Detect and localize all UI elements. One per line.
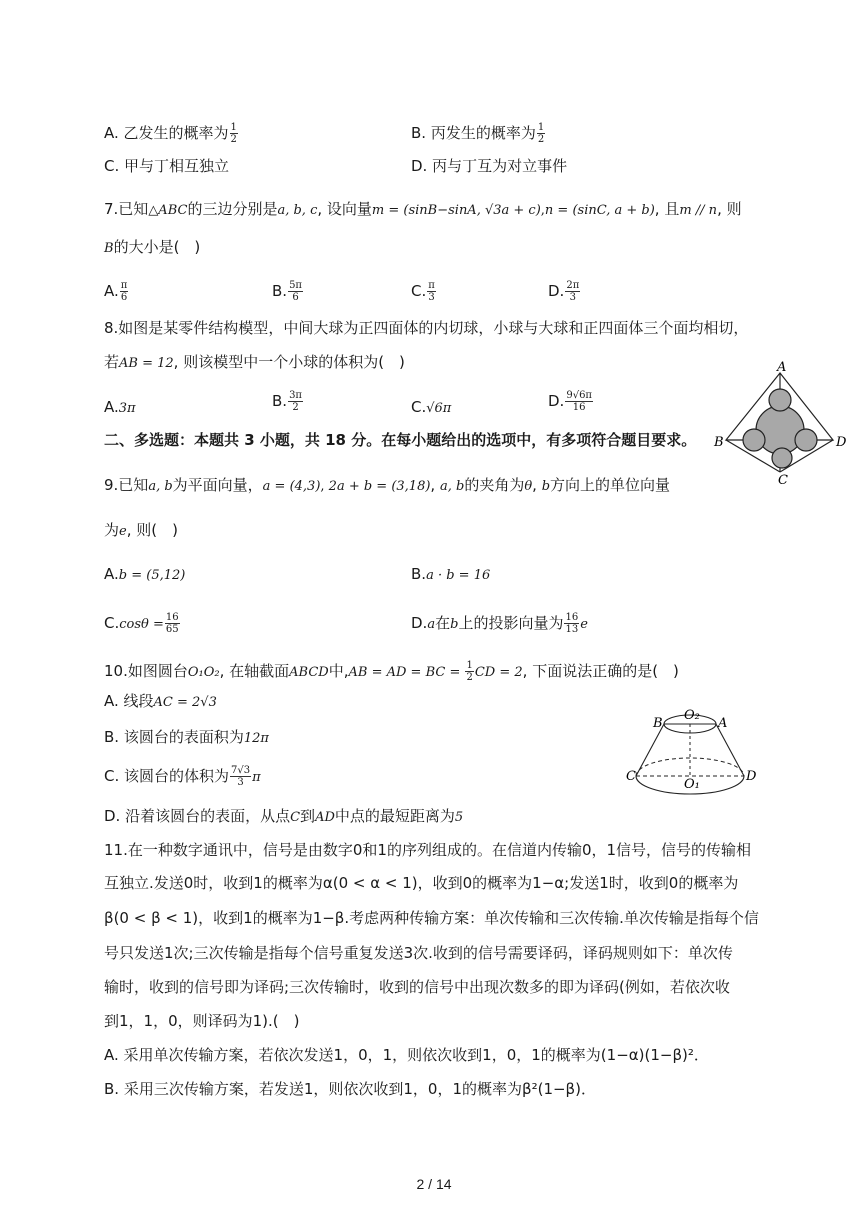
label-c: C — [778, 473, 788, 486]
q8-option-b: B. $\frac{3\pi}{2}$ — [272, 390, 302, 413]
q7-option-c: C. $\frac{\pi}{3}$ — [411, 280, 435, 303]
q7-option-a: A. $\frac{\pi}{6}$ — [104, 280, 128, 303]
fraction: $\frac{1}{2}$ — [230, 122, 237, 145]
frustum-figure — [626, 706, 760, 802]
q10-stem: 10.如图圆台O₁O₂, 在轴截面ABCD中,AB = AD = BC = $\frac{1}{2}$ CD = 2, 下面说法正确的是( ) — [104, 660, 679, 683]
q9-stem-line2: 为e, 则( ) — [104, 521, 178, 539]
q8-stem-line1: 8.如图是某零件结构模型，中间大球为正四面体的内切球，小球与大球和正四面体三个面均相切， — [104, 319, 749, 337]
q8-stem-line2: 若AB = 12, 则该模型中一个小球的体积为( ) — [104, 353, 405, 371]
frustum-label-b: B — [653, 716, 663, 731]
q7-stem-line2: B的大小是( ) — [104, 238, 201, 256]
section-2-heading: 二、多选题：本题共 3 小题，共 18 分。在每小题给出的选项中，有多项符合题目要求。 — [104, 431, 697, 449]
label-a: A — [777, 360, 787, 375]
q10-option-b: B. 该圆台的表面积为12π — [104, 728, 269, 746]
q6-option-a: A. 乙发生的概率为 $\frac{1}{2}$ — [104, 122, 237, 145]
q10-option-a: A. 线段AC = 2√3 — [104, 692, 217, 710]
fraction: $\frac{1}{2}$ — [537, 122, 545, 145]
frustum-label-c: C — [626, 769, 636, 784]
q11-stem-line3: β(0 < β < 1)，收到1的概率为1−β.考虑两种传输方案：单次传输和三次传输.单次传输是指每个信 — [104, 909, 759, 927]
q9-option-c: C.cosθ = $\frac{16}{65}$ — [104, 612, 179, 635]
q9-option-d: D.a在b上的投影向量为 $\frac{16}{13}$ e — [411, 612, 588, 635]
q11-stem-line2: 互独立.发送0时，收到1的概率为α(0 < α < 1)，收到0的概率为1−α;发送1时，收到0的概率为 — [104, 874, 739, 892]
frustum-label-d: D — [746, 769, 757, 784]
q11-option-a: A. 采用单次传输方案，若依次发送1，0，1，则依次收到1，0，1的概率为(1−α)(1−β)²． — [104, 1046, 709, 1064]
q10-option-c: C. 该圆台的体积为 $\frac{7√3}{3}$ π — [104, 765, 261, 788]
page-number: 2 / 14 — [416, 1176, 452, 1192]
q8-option-a: A.3π — [104, 398, 136, 416]
q11-option-b: B. 采用三次传输方案，若发送1，则依次收到1，0，1的概率为β²(1−β)． — [104, 1080, 596, 1098]
frustum-label-a: A — [718, 716, 728, 731]
tetrahedron-figure — [710, 360, 852, 486]
q11-stem-line6: 到1，1，0，则译码为1).( ) — [104, 1012, 300, 1030]
q11-stem-line1: 11.在一种数字通讯中，信号是由数字0和1的序列组成的。在信道内传输0，1信号，信号的传输相 — [104, 841, 752, 859]
frustum-label-o2: O₂ — [684, 708, 700, 723]
q7-option-b: B. $\frac{5\pi}{6}$ — [272, 280, 302, 303]
q11-stem-line5: 输时，收到的信号即为译码;三次传输时，收到的信号中出现次数多的即为译码(例如，若依次收 — [104, 978, 730, 996]
label-b: B — [714, 435, 724, 450]
q11-stem-line4: 号只发送1次;三次传输是指每个信号重复发送3次.收到的信号需要译码，译码规则如下：单次传 — [104, 944, 733, 962]
q8-option-d: D. $\frac{9√6\pi}{16}$ — [548, 390, 592, 413]
q7-stem-line1: 7.已知△ABC的三边分别是a, b, c, 设向量m = (sinB−sinA, √3a + c),n = (sinC, a + b), 且m // n, 则 — [104, 200, 742, 218]
q7-option-d: D. $\frac{2\pi}{3}$ — [548, 280, 580, 303]
q9-option-b: B.a · b = 16 — [411, 565, 491, 583]
q10-option-d: D. 沿着该圆台的表面，从点C到AD中点的最短距离为5 — [104, 807, 464, 825]
q9-stem-line1: 9.已知a, b为平面向量，a = (4,3), 2a + b = (3,18), a, b的夹角为θ, b方向上的单位向量 — [104, 476, 671, 494]
q6-option-b: B. 丙发生的概率为 $\frac{1}{2}$ — [411, 122, 545, 145]
frustum-label-o1: O₁ — [684, 777, 700, 792]
label-d: D — [836, 435, 847, 450]
q6-option-c: C. 甲与丁相互独立 — [104, 157, 230, 175]
q6-option-d: D. 丙与丁互为对立事件 — [411, 157, 568, 175]
q8-option-c: C.√6π — [411, 398, 452, 416]
q9-option-a: A.b = (5,12) — [104, 565, 186, 583]
